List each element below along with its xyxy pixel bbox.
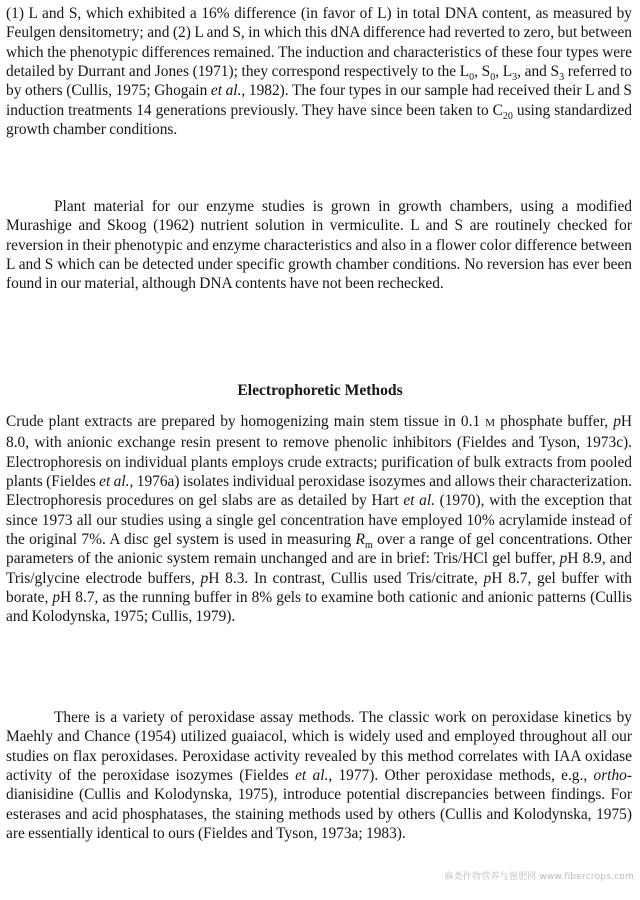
text-run: , 1982). The four types in our sample had received their L and S induction treatments 14 generations previously. They have since been taken to C	[6, 82, 632, 119]
italic-text: et al.	[295, 767, 329, 785]
text-run: (1) L and S, which exhibited a 16% difference (in favor of L) in total DNA content, as measured by Feulgen densitometry; and (2) L and S, in which this dNA difference had reverted to zero, but between which the phenotypic differences remained. The induction and characteristics of these four types were detailed by Durrant and Jones (1971); they correspond respectively to the L	[6, 5, 632, 81]
italic-text: ortho	[593, 767, 627, 785]
paragraph-plant-material: Plant material for our enzyme studies is grown in growth chambers, using a modified Murashige and Skoog (1962) nutrient solution in vermiculite. L and S are routinely checked for reversion in their phenotypic and enzyme characteristics and also in a flower color difference between L and S which can be detected under specific growth chamber conditions. No reversion has ever been found in our material, although DNA contents have not been rechecked.	[6, 198, 632, 293]
site-watermark: 麻类作物营养与施肥网 www.fibercrops.com	[444, 872, 634, 882]
italic-text: R	[355, 531, 365, 549]
subscript: 3	[559, 72, 565, 84]
italic-text: p	[200, 569, 209, 587]
text-run: , 1977). Other peroxidase methods, e.g.,	[328, 767, 594, 785]
subscript: 0	[469, 72, 475, 84]
subscript: 3	[512, 72, 518, 84]
italic-text: p	[483, 569, 492, 587]
text-run: using standardized growth chamber conditions.	[6, 101, 632, 139]
text-run: H 8.3. In contrast, Cullis used Tris/citrate,	[208, 569, 484, 587]
text-run: , S	[474, 63, 491, 81]
text-run: H 8.7, gel buffer with borate,	[6, 569, 632, 607]
text-run: Crude plant extracts are prepared by homogenizing main stem tissue in 0.1	[6, 413, 486, 430]
text-run: , 1976a) isolates individual peroxidase isozymes and allows their characterization. Electrophoresis procedures on gel slabs are as detailed by Hart	[6, 473, 633, 510]
text-run: -dianisidine (Cullis and Kolodynska, 1975), introduce potential discrepancies between findings. For esterases and acid phosphatases, the staining methods used by others (Cullis and Kolodynska, 1975) are essentially identical to ours (Fieldes and Tyson, 1973a; 1983).	[6, 767, 632, 843]
subscript: m	[364, 540, 373, 552]
paragraph-electrophoresis	[6, 412, 632, 627]
italic-text: p	[559, 550, 568, 568]
italic-text: p	[613, 413, 621, 430]
text-run: , and S	[517, 63, 560, 81]
italic-text: et al.	[403, 492, 435, 510]
paragraph-dna-types	[6, 4, 632, 139]
text-run: over a range of gel concentrations. Other parameters of the anionic system remain unchanged and are in brief: Tris/HCl gel buffer,	[6, 531, 633, 568]
italic-text: et al.	[99, 473, 130, 491]
subscript: 20	[502, 110, 513, 122]
section-heading: Electrophoretic Methods	[237, 382, 403, 399]
small-caps-text: M	[485, 417, 496, 429]
subscript: 0	[490, 72, 496, 84]
text-run: There is a variety of peroxidase assay methods. The classic work on peroxidase kinetics by Maehly and Chance (1954) utilized guaiacol, which is widely used and employed throughout all our studies on flax peroxidases. Peroxidase activity revealed by this method correlates with IAA oxidase activity of the peroxidase isozymes (Fieldes	[6, 709, 632, 785]
text-run: H 8.0, with anionic exchange resin present to remove phenolic inhibitors (Fieldes and Tyson, 1973c). Electrophoresis on individual plants employs crude extracts; purification of bulk extracts from pooled plants (Fieldes	[6, 413, 633, 491]
text-run: H 8.7, as the running buffer in 8% gels to examine both cationic and anionic patterns (Cullis and Kolodynska, 1975; Cullis, 1979).	[6, 589, 632, 626]
italic-text: p	[52, 589, 61, 607]
text-run: referred to by others (Cullis, 1975; Ghogain	[6, 63, 633, 100]
text-run: (1970), with the exception that since 1973 all our studies using a single gel concentration have employed 10% acrylamide instead of the original 7%. A disc gel system is used in measuring	[6, 492, 632, 549]
text-run: , L	[495, 63, 513, 81]
italic-text: et al.	[210, 82, 242, 100]
paragraph-peroxidase-assay	[6, 708, 632, 843]
text-run: H 8.9, and Tris/glycine electrode buffers,	[6, 550, 632, 587]
text-run: phosphate buffer,	[495, 413, 614, 430]
